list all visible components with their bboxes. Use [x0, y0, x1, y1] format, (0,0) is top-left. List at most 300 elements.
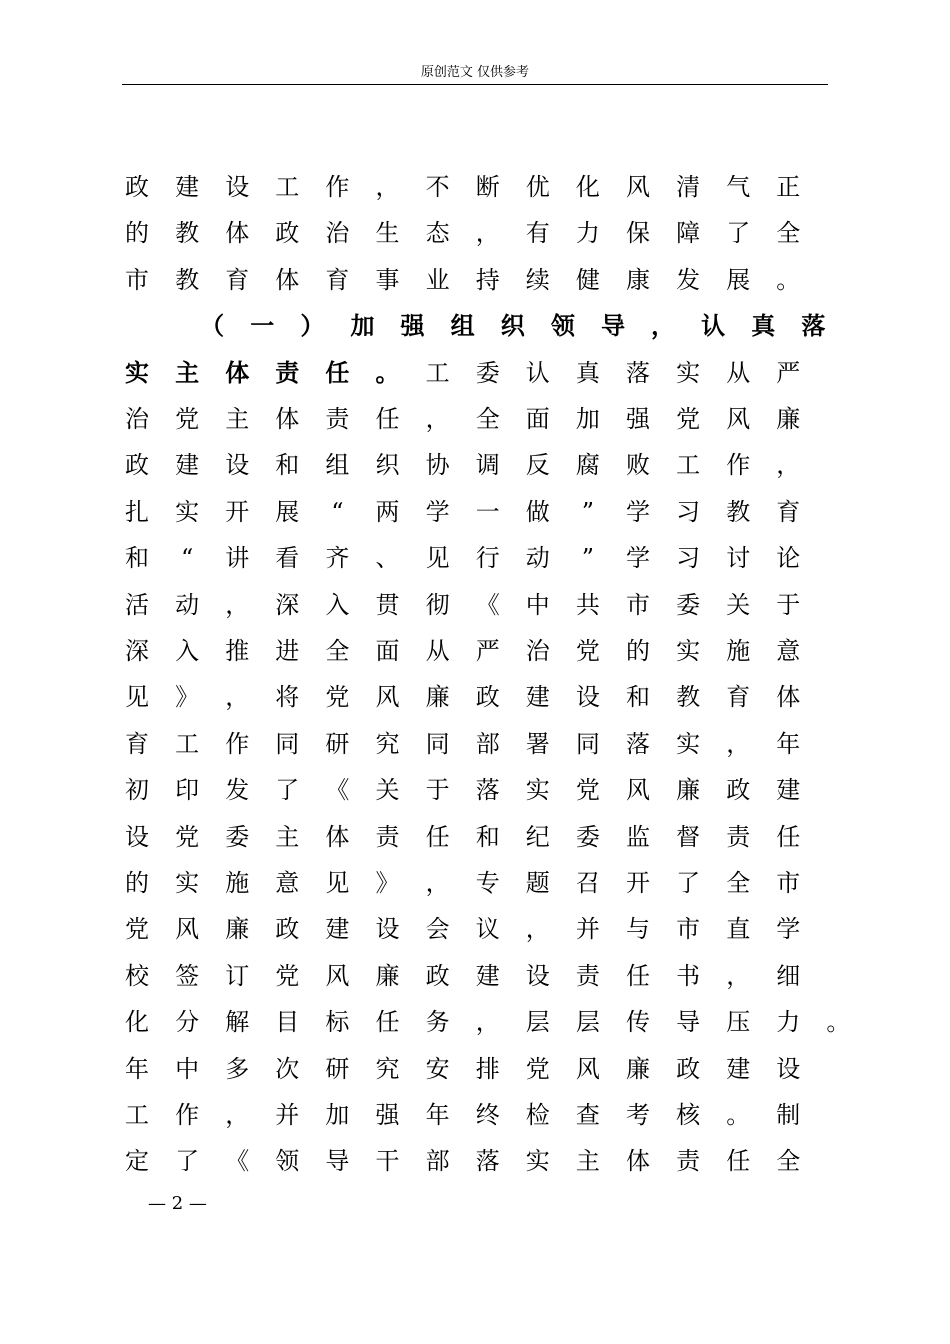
text-char: 实 [175, 497, 200, 526]
text-char: 会 [425, 915, 450, 944]
text-char: 认 [525, 358, 550, 387]
text-char: 任 [726, 1147, 751, 1176]
text-char: 委 [475, 358, 500, 387]
text-char: “ [331, 497, 344, 526]
text-char: 市 [776, 869, 801, 897]
text-char: ， [425, 405, 450, 433]
text-char: 不 [425, 173, 450, 201]
text-char: 保 [626, 219, 650, 248]
text-char: 党 [676, 405, 701, 433]
text-char: 败 [626, 451, 650, 480]
text-char: 严 [776, 358, 801, 387]
text-char: 主 [575, 1147, 600, 1176]
text-char: 有 [525, 219, 550, 248]
text-char: 政 [726, 776, 751, 805]
text-char: 实 [676, 729, 701, 758]
text-char: 责 [325, 405, 350, 433]
text-char: 签 [175, 961, 200, 990]
text-char: 障 [676, 219, 701, 248]
text-char: 教 [175, 265, 200, 294]
text-char: 真 [575, 358, 600, 387]
text-char: 定 [125, 1147, 149, 1176]
text-char: 责 [726, 822, 751, 851]
text-char: 组 [450, 311, 475, 341]
text-char: 署 [525, 729, 550, 758]
text-char: 部 [425, 1147, 450, 1176]
text-char: 市 [125, 265, 149, 294]
text-char: 目 [275, 1008, 300, 1037]
text-char: 查 [575, 1101, 600, 1129]
text-char: 任 [776, 822, 801, 851]
text-char: ， [776, 451, 801, 480]
text-char: 核 [676, 1101, 701, 1129]
text-char: 学 [626, 497, 650, 526]
text-char: 清 [676, 173, 701, 201]
text-char: 断 [475, 173, 500, 201]
text-char: 落 [626, 358, 650, 387]
text-char: 党 [575, 637, 600, 665]
text-char: 学 [626, 544, 650, 573]
text-char: 政 [125, 451, 149, 480]
text-char: 与 [626, 915, 650, 944]
text-char: 实 [175, 869, 200, 897]
text-char: 务 [425, 1008, 450, 1037]
text-char: 体 [275, 265, 300, 294]
text-char: 书 [676, 961, 701, 990]
text-char: 专 [475, 869, 500, 897]
text-char: 考 [626, 1101, 650, 1129]
text-char: 论 [776, 544, 801, 573]
text-char: 意 [275, 869, 300, 897]
text-char: 落 [475, 776, 500, 805]
text-char: 共 [575, 590, 600, 619]
text-char: ” [581, 497, 595, 526]
text-char: 标 [325, 1008, 350, 1037]
text-char: 解 [225, 1008, 250, 1037]
text-char: 事 [375, 265, 400, 294]
text-char: 强 [375, 1101, 400, 1129]
text-char: 建 [776, 776, 801, 805]
text-char: （ [200, 311, 225, 341]
page-header: 原创范文 仅供参考 [420, 65, 530, 80]
text-char: 从 [726, 358, 751, 387]
text-char: 委 [676, 590, 701, 619]
text-char: 讲 [225, 544, 250, 573]
text-char: 。 [375, 357, 400, 387]
text-char: 政 [475, 683, 500, 712]
text-char: 《 [325, 776, 350, 805]
text-char: 设 [225, 173, 250, 201]
text-char: 调 [475, 451, 500, 480]
text-char: 关 [726, 590, 751, 619]
text-char: 任 [375, 1008, 400, 1037]
text-char: 工 [175, 729, 200, 758]
text-char: 并 [575, 915, 600, 944]
text-char: 校 [125, 961, 149, 990]
text-char: ， [726, 961, 751, 990]
text-char: 设 [125, 822, 149, 851]
text-char: 层 [525, 1008, 550, 1037]
text-char: 加 [575, 405, 600, 433]
text-char: 委 [225, 822, 250, 851]
text-char: 党 [175, 405, 200, 433]
text-char: 责 [275, 357, 300, 387]
text-char: 业 [425, 265, 450, 294]
text-char: 深 [275, 590, 300, 619]
text-char: 年 [425, 1101, 450, 1129]
text-char: 风 [375, 683, 400, 712]
text-char: 持 [475, 265, 500, 294]
text-char: 初 [125, 776, 149, 805]
text-char: 强 [626, 405, 650, 433]
text-char: 开 [626, 869, 650, 897]
text-char: 党 [325, 683, 350, 712]
text-char: 多 [225, 1054, 250, 1083]
text-char: 育 [125, 729, 149, 758]
text-char: 部 [475, 729, 500, 758]
text-char: 廉 [776, 405, 801, 433]
text-char: 体 [225, 219, 250, 248]
text-char: 督 [676, 822, 701, 851]
text-char: 推 [225, 637, 250, 665]
text-char: 订 [225, 961, 250, 990]
text-char: 入 [175, 637, 200, 665]
text-char: 从 [425, 637, 450, 665]
text-char: 设 [225, 451, 250, 480]
text-char: 风 [175, 915, 200, 944]
text-char: 》 [175, 683, 200, 712]
text-char: 严 [475, 637, 500, 665]
text-char: 任 [325, 357, 350, 387]
text-char: 政 [275, 219, 300, 248]
text-char: 实 [676, 637, 701, 665]
text-char: 于 [425, 776, 450, 805]
text-char: 腐 [575, 451, 600, 480]
page-number: — 2 — [148, 1193, 207, 1214]
text-char: 习 [676, 544, 701, 573]
text-char: 同 [575, 729, 600, 758]
text-char: 生 [375, 219, 400, 248]
text-char: 作 [225, 729, 250, 758]
text-char: 加 [325, 1101, 350, 1129]
text-char: 风 [575, 1054, 600, 1083]
text-char: 作 [175, 1101, 200, 1129]
text-char: 了 [676, 869, 701, 897]
text-char: 建 [175, 173, 200, 201]
text-char: 见 [425, 544, 450, 573]
text-char: 工 [275, 173, 300, 201]
text-char: 治 [525, 637, 550, 665]
text-char: 实 [125, 357, 149, 387]
text-char: 廉 [676, 776, 701, 805]
text-char: 优 [525, 173, 550, 201]
text-char: 治 [125, 405, 149, 433]
text-char: 细 [776, 961, 801, 990]
text-char: 入 [325, 590, 350, 619]
text-char: ， [726, 729, 751, 758]
text-char: 力 [575, 219, 600, 248]
text-char: 。 [826, 1008, 851, 1037]
text-char: 、 [375, 544, 400, 573]
text-char: 发 [676, 265, 701, 294]
text-char: 检 [525, 1101, 550, 1129]
text-char: 风 [626, 776, 650, 805]
text-char: 组 [325, 451, 350, 480]
text-char: 学 [776, 915, 801, 944]
text-char: 施 [726, 637, 751, 665]
text-char: 并 [275, 1101, 300, 1129]
text-char: 廉 [225, 915, 250, 944]
text-char: 风 [726, 405, 751, 433]
text-char: 任 [425, 822, 450, 851]
text-char: 贯 [375, 590, 400, 619]
text-char: 建 [525, 683, 550, 712]
text-char: 纪 [525, 822, 550, 851]
text-char: 讨 [726, 544, 751, 573]
text-char: 强 [400, 311, 425, 341]
text-char: 排 [475, 1054, 500, 1083]
text-char: 习 [676, 497, 701, 526]
text-char: 体 [275, 405, 300, 433]
text-char: 化 [125, 1008, 149, 1037]
text-char: ， [525, 915, 550, 944]
text-char: 党 [175, 822, 200, 851]
text-char: 究 [375, 729, 400, 758]
text-char: 任 [626, 961, 650, 990]
text-char: 两 [375, 497, 400, 526]
text-char: 分 [175, 1008, 200, 1037]
text-char: 领 [550, 311, 575, 341]
text-char: 导 [325, 1147, 350, 1176]
text-char: 动 [525, 544, 550, 573]
text-char: ） [300, 311, 325, 341]
text-char: 落 [801, 311, 826, 341]
text-char: 作 [325, 173, 350, 201]
text-char: 工 [425, 358, 450, 387]
text-char: 全 [726, 869, 751, 897]
text-char: 学 [425, 497, 450, 526]
text-char: 风 [325, 961, 350, 990]
text-char: 施 [225, 869, 250, 897]
text-char: 织 [375, 451, 400, 480]
text-char: 设 [575, 683, 600, 712]
text-char: 》 [375, 869, 400, 897]
text-char: 设 [375, 915, 400, 944]
header-rule [122, 84, 828, 85]
text-char: 意 [776, 637, 801, 665]
text-char: 的 [626, 637, 650, 665]
text-char: 的 [125, 869, 149, 897]
text-char: 育 [225, 265, 250, 294]
text-char: 体 [776, 683, 801, 712]
text-char: 廉 [375, 961, 400, 990]
text-char: 发 [225, 776, 250, 805]
text-char: 于 [776, 590, 801, 619]
text-char: 印 [175, 776, 200, 805]
text-char: 看 [275, 544, 300, 573]
text-char: 展 [726, 265, 751, 294]
text-char: 全 [776, 219, 801, 248]
text-char: 研 [325, 1054, 350, 1083]
text-char: 协 [425, 451, 450, 480]
text-char: 次 [275, 1054, 300, 1083]
text-char: 实 [525, 776, 550, 805]
text-char: 直 [726, 915, 751, 944]
text-char: 导 [676, 1008, 701, 1037]
text-char: 传 [626, 1008, 650, 1037]
text-char: 教 [676, 683, 701, 712]
text-char: 廉 [626, 1054, 650, 1083]
text-char: 见 [325, 869, 350, 897]
text-char: 责 [676, 1147, 701, 1176]
text-char: 和 [626, 683, 650, 712]
text-char: 体 [225, 357, 250, 387]
text-char: 扎 [125, 497, 149, 526]
text-char: 育 [776, 497, 801, 526]
text-char: 主 [175, 357, 200, 387]
text-char: 政 [425, 961, 450, 990]
text-char: 和 [275, 451, 300, 480]
text-char: 风 [626, 173, 650, 201]
text-char: 落 [475, 1147, 500, 1176]
text-char: 责 [575, 961, 600, 990]
text-char: 政 [275, 915, 300, 944]
text-char: 健 [575, 265, 600, 294]
text-char: 化 [575, 173, 600, 201]
text-char: 主 [275, 822, 300, 851]
text-char: 。 [776, 265, 801, 294]
text-char: 教 [726, 497, 751, 526]
text-char: 压 [726, 1008, 751, 1037]
text-char: 市 [626, 590, 650, 619]
text-char: ， [225, 683, 250, 712]
text-char: ， [225, 1101, 250, 1129]
text-char: ” [581, 544, 595, 573]
text-char: 。 [726, 1101, 751, 1129]
text-char: 了 [275, 776, 300, 805]
text-char: 面 [525, 405, 550, 433]
text-char: 任 [375, 405, 400, 433]
text-char: 政 [676, 1054, 701, 1083]
text-char: 研 [325, 729, 350, 758]
text-char: 正 [776, 173, 801, 201]
text-char: 活 [125, 590, 149, 619]
text-char: ， [475, 1008, 500, 1037]
text-char: 的 [125, 219, 149, 248]
text-char: 了 [726, 219, 751, 248]
text-char: 安 [425, 1054, 450, 1083]
text-char: 展 [275, 497, 300, 526]
text-char: 同 [425, 729, 450, 758]
text-char: 落 [626, 729, 650, 758]
text-char: 全 [475, 405, 500, 433]
text-char: 行 [475, 544, 500, 573]
text-char: 一 [475, 497, 500, 526]
text-char: 党 [575, 776, 600, 805]
text-char: 中 [525, 590, 550, 619]
text-char: 主 [225, 405, 250, 433]
text-char: 续 [525, 265, 550, 294]
text-char: 建 [475, 961, 500, 990]
text-char: “ [180, 544, 194, 573]
text-char: 治 [325, 219, 350, 248]
text-char: ， [425, 869, 450, 897]
text-char: 康 [626, 265, 650, 294]
text-char: 作 [726, 451, 751, 480]
text-char: 织 [500, 311, 525, 341]
text-char: 设 [525, 961, 550, 990]
text-char: 同 [275, 729, 300, 758]
text-char: 见 [125, 683, 149, 712]
text-char: 廉 [425, 683, 450, 712]
text-char: 党 [525, 1054, 550, 1083]
text-char: 领 [275, 1147, 300, 1176]
text-char: 育 [325, 265, 350, 294]
text-char: 反 [525, 451, 550, 480]
text-char: 体 [325, 822, 350, 851]
text-char: 实 [676, 358, 701, 387]
text-char: 教 [175, 219, 200, 248]
text-char: 将 [275, 683, 300, 712]
text-char: ， [475, 219, 500, 248]
text-char: 育 [726, 683, 751, 712]
text-char: 导 [600, 311, 625, 341]
text-char: 终 [475, 1101, 500, 1129]
text-char: 政 [125, 173, 149, 201]
text-char: 设 [776, 1054, 801, 1083]
text-char: 加 [350, 311, 375, 341]
text-char: 和 [125, 544, 149, 573]
text-char: 干 [375, 1147, 400, 1176]
text-char: 实 [525, 1147, 550, 1176]
text-char: 力 [776, 1008, 801, 1037]
text-char: 进 [275, 637, 300, 665]
text-char: 党 [125, 915, 149, 944]
text-char: 监 [626, 822, 650, 851]
text-char: 了 [175, 1147, 200, 1176]
text-char: 制 [776, 1101, 801, 1129]
text-char: 建 [726, 1054, 751, 1083]
text-char: 层 [575, 1008, 600, 1037]
text-char: 做 [525, 497, 550, 526]
text-char: 全 [776, 1147, 801, 1176]
text-char: 召 [575, 869, 600, 897]
text-char: ， [225, 590, 250, 619]
text-char: 认 [701, 311, 726, 341]
text-char: 真 [751, 311, 776, 341]
text-char: 委 [575, 822, 600, 851]
text-char: 《 [475, 590, 500, 619]
text-char: 态 [425, 219, 450, 248]
text-char: ， [651, 311, 676, 341]
text-char: 《 [225, 1147, 250, 1176]
text-char: 中 [175, 1054, 200, 1083]
text-char: 深 [125, 637, 149, 665]
text-char: 责 [375, 822, 400, 851]
text-char: 工 [676, 451, 701, 480]
text-char: 工 [125, 1101, 149, 1129]
text-char: 党 [275, 961, 300, 990]
text-char: 题 [525, 869, 550, 897]
text-char: 气 [726, 173, 751, 201]
text-char: 面 [375, 637, 400, 665]
text-char: 和 [475, 822, 500, 851]
text-char: 市 [676, 915, 701, 944]
text-char: 建 [325, 915, 350, 944]
text-char: 议 [475, 915, 500, 944]
text-char: 究 [375, 1054, 400, 1083]
text-char: 关 [375, 776, 400, 805]
